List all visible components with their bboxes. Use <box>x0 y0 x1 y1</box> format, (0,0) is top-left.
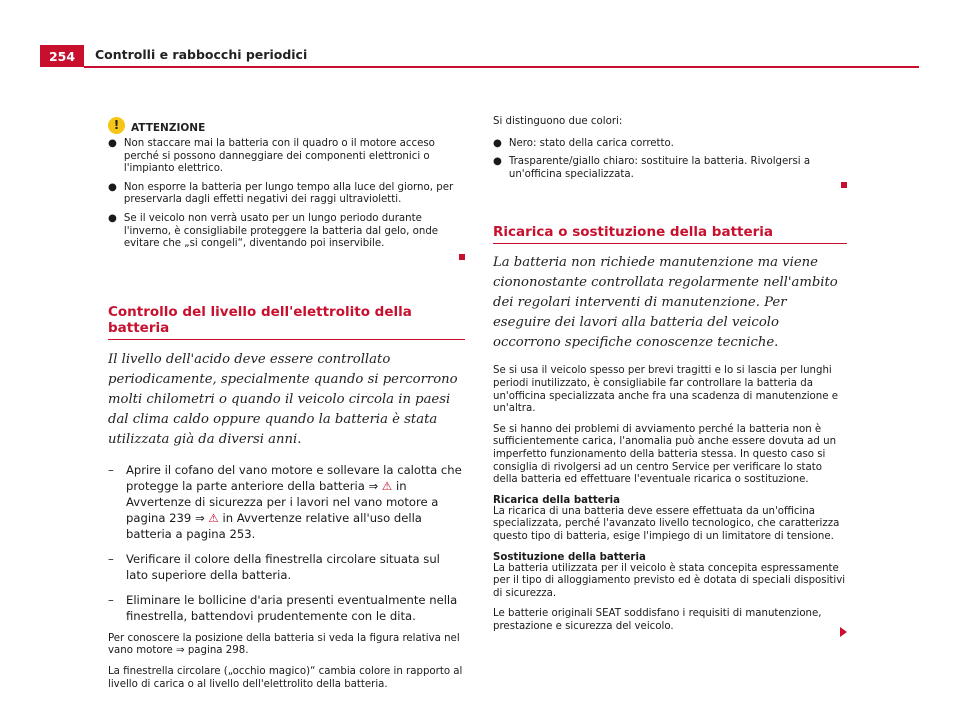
warning-triangle-icon[interactable]: ⚠ <box>208 510 219 525</box>
paragraph: Se si hanno dei problemi di avviamento perché la batteria non è sufficientemente carica, l'anomalia può anche essere dovuta ad un imperfetto funzionamento della batteria stessa. In questo caso si consiglia di rivolgersi ad un centro Service per verificare lo stato della batteria ed effettuare l'eventuale ricarica o sostituzione. <box>493 423 837 486</box>
note: La finestrella circolare („occhio magico)“ cambia colore in rapporto al livello di carica o al livello dell'elettrolito della batteria. <box>108 665 463 690</box>
warning-item: ● Non esporre la batteria per lungo tempo alla luce del giorno, per preservarla dagli effetti negativi dei raggi ultravioletti. <box>108 181 454 206</box>
end-mark <box>841 182 847 188</box>
end-mark <box>459 254 465 260</box>
page-number: 254 <box>40 45 84 67</box>
warning-header <box>108 116 465 134</box>
step-item: – Verificare il colore della finestrella circolare situata sul lato superiore della batteria. <box>108 551 440 582</box>
paragraph: La batteria utilizzata per il veicolo è stata concepita espressamente per il tipo di alloggiamento previsto ed è dotata di speciali dispositivi di sicurezza. <box>493 562 846 599</box>
note: Per conoscere la posizione della batteria si veda la figura relativa nel vano motore ⇒ pagina 298. <box>108 632 460 657</box>
right-column <box>493 116 847 641</box>
warning-triangle-icon[interactable]: ⚠ <box>381 478 393 493</box>
subheading: Ricarica della batteria <box>493 494 621 506</box>
exclamation-icon: ! <box>108 117 125 134</box>
colors-lead: Si distinguono due colori: <box>493 116 623 127</box>
step-item: – Aprire il cofano del vano motore e sollevare la calotta che protegge la parte anteriore della batteria ⇒ ⚠ in Avvertenze di sicurezza per i lavori nel vano motore a pagina 239 ⇒ ⚠ in Avvertenze relative all'uso della batteria a pagina 253. <box>108 462 462 541</box>
color-item: ● Nero: stato della carica corretto. <box>493 137 674 149</box>
section-title: Controllo del livello dell'elettrolito della batteria <box>108 304 465 340</box>
left-column <box>108 116 465 691</box>
running-title: Controlli e rabbocchi periodici <box>95 47 308 62</box>
continue-arrow-icon <box>840 627 847 637</box>
section-intro: La batteria non richiede manutenzione ma viene ciononostante controllata regolarmente nell'ambito dei regolari interventi di manutenzione. Per eseguire dei lavori alla batteria del veicolo occorrono specifiche conoscenze tecniche. <box>493 255 838 351</box>
color-item: ● Trasparente/giallo chiaro: sostituire la batteria. Rivolgersi a un'officina specializzata. <box>493 156 811 180</box>
warning-title: ATTENZIONE <box>131 122 206 134</box>
header-rule <box>84 66 919 68</box>
warning-item: ● Se il veicolo non verrà usato per un lungo periodo durante l'inverno, è consigliabile proteggere la batteria dal gelo, onde evitare che „si congeli“, diventando poi inservibile. <box>108 212 439 250</box>
paragraph: Se si usa il veicolo spesso per brevi tragitti e lo si lascia per lunghi periodi inutilizzato, è consigliabile far controllare la batteria da un'officina specializzata anche fra una scadenza di manutenzione e un'altra. <box>493 365 839 415</box>
section-title: Ricarica o sostituzione della batteria <box>493 224 847 244</box>
subheading: Sostituzione della batteria <box>493 551 646 563</box>
warning-item: ● Non staccare mai la batteria con il quadro o il motore acceso perché si possono danneggiare dei componenti elettronici o l'impianto elettrico. <box>108 138 435 175</box>
paragraph: Le batterie originali SEAT soddisfano i requisiti di manutenzione, prestazione e sicurezza del veicolo. <box>493 608 822 632</box>
paragraph: La ricarica di una batteria deve essere effettuata da un'officina specializzata, perché l'avanzato livello tecnologico, che caratterizza questo tipo di batteria, esige l'impiego di un limitatore di tensione. <box>493 505 840 542</box>
step-item: – Eliminare le bollicine d'aria presenti eventualmente nella finestrella, battendovi prudentemente con le dita. <box>108 592 458 623</box>
section-intro: Il livello dell'acido deve essere controllato periodicamente, specialmente quando si percorrono molti chilometri o quando il veicolo circola in paesi dal clima caldo oppure quando la batteria è stata utilizzata già da diversi anni. <box>108 351 458 447</box>
